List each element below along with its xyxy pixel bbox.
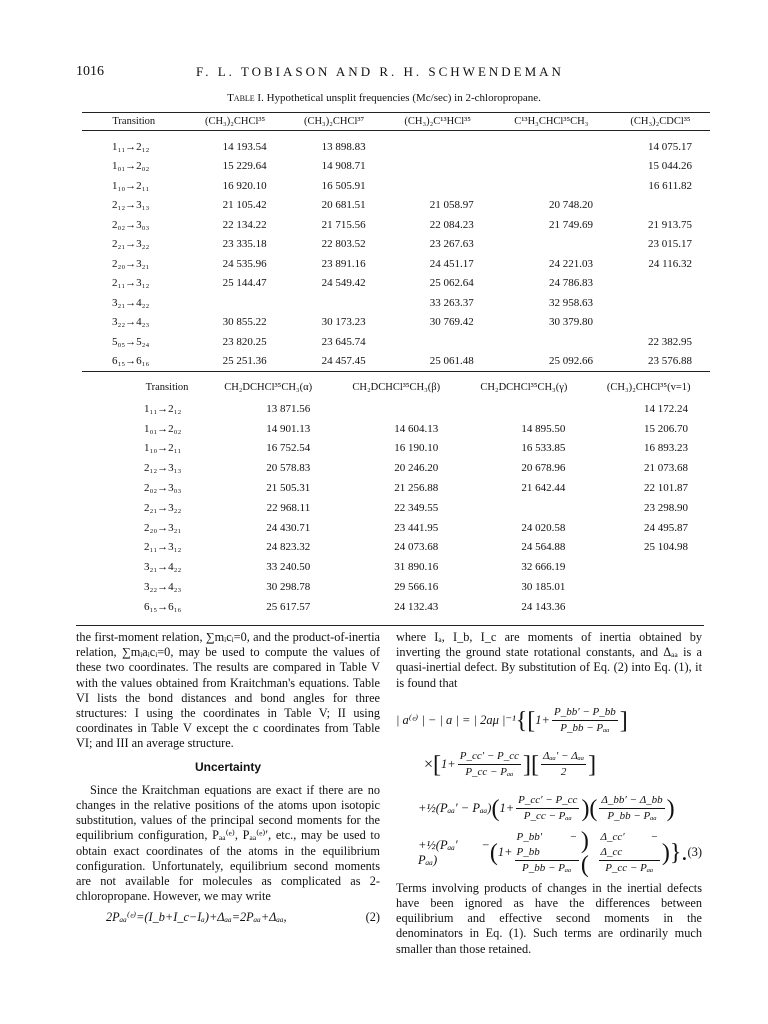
table2-transition-cell: 1₀₁→2₀₂ xyxy=(144,422,182,435)
eq3-half-1: +½(Pₐₐ′ − Pₐₐ) xyxy=(418,801,492,816)
table1 xyxy=(82,112,710,372)
section-heading-uncertainty: Uncertainty xyxy=(194,759,262,774)
table2-frequency-cell xyxy=(587,597,710,617)
table1-row xyxy=(82,235,710,255)
table1-transition-cell: 1₁₀→2₁₁ xyxy=(112,179,150,192)
table1-frequency-cell: 14 908.71 xyxy=(321,160,366,173)
table2-transition-cell: 3₂₁→4₂₂ xyxy=(144,561,182,574)
equation-2-number: (2) xyxy=(365,910,380,925)
table1-frequency-cell xyxy=(611,274,710,294)
table1-body xyxy=(82,131,710,372)
table2-row xyxy=(130,557,710,577)
table2-frequency-cell: 22 349.55 xyxy=(394,501,439,514)
equation-3-line-3: +½(Pₐₐ′ − Pₐₐ) ( 1+ $\frac{P\_cc' - P\_cc}{\text{P\_cc − Pₐₐ}}$ )( $\frac{\Delta\_bb' - \Delta\_bb}{\text{P\_bb − Pₐₐ}}$ ) xyxy=(396,787,702,831)
table1-frequency-cell: 23 015.17 xyxy=(648,238,692,251)
table1-frequency-cell: 23 267.63 xyxy=(429,238,474,251)
table1-continued xyxy=(130,380,710,617)
table1-frequency-cell: 30 855.22 xyxy=(222,316,267,329)
table1-row xyxy=(82,196,710,216)
table2-transition-cell: 2₂₀→3₂₁ xyxy=(144,521,182,534)
table1-transition-cell: 1₀₁→2₀₂ xyxy=(112,160,150,173)
table1-frequency-cell: 24 221.03 xyxy=(548,257,593,270)
table2-transition-cell: 1₁₀→2₁₁ xyxy=(144,442,182,455)
table1-transition-cell: 3₂₂→4₂₃ xyxy=(112,316,150,329)
table1-frequency-cell: 20 681.51 xyxy=(321,199,366,212)
table1-frequency-cell: 25 062.64 xyxy=(429,277,474,290)
paragraph-first-moment: the first-moment relation, ∑mᵢcᵢ=0, and the product-of-inertia relation, ∑mᵢaᵢcᵢ=0, may be used to compute the values of these two coordinates. The results are compared in Table V with the values obtained from Kraitchman's equations. Table VI lists the bond distances and bond angles for three structures: I using the coordinates in Table V; II using coordinates in Table V except the c coordinates from Table VI; and III an average structure. xyxy=(76,630,380,751)
table2-frequency-cell: 24 143.36 xyxy=(521,600,566,613)
table1-row xyxy=(82,293,710,313)
table1-row xyxy=(82,131,710,157)
eq3-half-2: +½(Pₐₐ′ − Pₐₐ) xyxy=(418,837,490,867)
table2-col-header: (CH₃)₂CHCl³⁵(v=1) xyxy=(606,382,691,393)
table2-frequency-cell: 25 104.98 xyxy=(644,541,688,554)
table1-frequency-cell: 24 457.45 xyxy=(285,352,384,372)
table1-frequency-cell: 21 913.75 xyxy=(648,218,692,231)
paragraph-terms: Terms involving products of changes in the inertial defects have been ignored as have the differences between equilibrium and effective second moments in the denominators in Eq. (1). Such terms are ordinarily much smaller than those retained. xyxy=(396,880,702,956)
table2-frequency-cell: 24 495.87 xyxy=(644,521,688,534)
table1-transition-cell: 6₁₅→6₁₆ xyxy=(82,352,186,372)
table2-col-header: CH₂DCHCl³⁵CH₃(α) xyxy=(224,382,313,393)
table2-frequency-cell: 14 901.13 xyxy=(266,422,311,435)
table2-frequency-cell: 14 172.24 xyxy=(644,402,688,415)
table1-col-header: (CH₃)₂CHCl³⁷ xyxy=(285,113,384,131)
table2-frequency-cell: 23 298.90 xyxy=(644,501,688,514)
table2-frequency-cell: 16 893.23 xyxy=(644,442,688,455)
table2-frequency-cell: 21 073.68 xyxy=(644,462,688,475)
table1-label: Table I. xyxy=(227,92,264,104)
table1-transition-cell: 2₂₁→3₂₂ xyxy=(112,238,150,251)
table1-frequency-cell: 23 576.88 xyxy=(611,352,710,372)
table2-row xyxy=(130,538,710,558)
table2-frequency-cell xyxy=(460,399,587,419)
eq3-one: 1+ xyxy=(535,713,550,728)
table1-frequency-cell xyxy=(384,131,492,157)
table2-frequency-cell: 30 185.01 xyxy=(521,581,566,594)
table2-transition-cell: 6₁₅→6₁₆ xyxy=(144,600,182,613)
table1-frequency-cell: 21 105.42 xyxy=(222,199,267,212)
table1-row xyxy=(82,274,710,294)
table2-frequency-cell: 16 533.85 xyxy=(521,442,566,455)
table2-frequency-cell xyxy=(460,498,587,518)
table1-frequency-cell: 30 769.42 xyxy=(429,316,474,329)
table2-header-row xyxy=(130,380,710,399)
table2-row xyxy=(130,419,710,439)
table1-frequency-cell: 21 715.56 xyxy=(321,218,366,231)
table2-frequency-cell: 24 430.71 xyxy=(266,521,311,534)
equation-3-line-4: +½(Pₐₐ′ − Pₐₐ) ( 1+ $\frac{P\_bb' - P\_bb}{\text{P\_bb − Pₐₐ}}$ )( $\frac{\Delta\_cc' - \Delta\_cc}{\text{P\_cc − Pₐₐ}}$ )}. (3) xyxy=(418,827,703,878)
table1-frequency-cell: 14 075.17 xyxy=(648,140,692,153)
table2-transition-cell: 2₀₂→3₀₃ xyxy=(144,482,182,495)
table2-transition-cell: 2₂₁→3₂₂ xyxy=(144,501,182,514)
table2-frequency-cell: 16 752.54 xyxy=(266,442,311,455)
table2-transition-cell: 2₁₂→3₁₃ xyxy=(144,462,182,475)
eq3-one-4: 1+ xyxy=(497,845,513,860)
table2-frequency-cell: 33 240.50 xyxy=(266,561,311,574)
page-header xyxy=(76,64,696,82)
table1-transition-cell: 2₂₀→3₂₁ xyxy=(112,257,150,270)
table1-frequency-cell: 23 891.16 xyxy=(321,257,366,270)
table2-frequency-cell: 14 895.50 xyxy=(521,422,566,435)
table2-col-header: CH₂DCHCl³⁵CH₃(β) xyxy=(352,382,441,393)
table1-frequency-cell xyxy=(384,176,492,196)
table1-frequency-cell xyxy=(492,131,611,157)
table1-frequency-cell xyxy=(384,157,492,177)
table1-frequency-cell: 24 451.17 xyxy=(429,257,474,270)
table2-body xyxy=(130,399,710,617)
table2-frequency-cell: 20 678.96 xyxy=(521,462,566,475)
table1-frequency-cell: 33 263.37 xyxy=(429,296,474,309)
left-column xyxy=(76,630,380,926)
eq3-frac-4: $\frac{P\_cc' - P\_cc}{\text{P\_cc − Pₐₐ}}$ xyxy=(518,794,578,823)
table2-frequency-cell: 24 823.32 xyxy=(266,541,311,554)
running-head-authors: F. L. TOBIASON AND R. H. SCHWENDEMAN xyxy=(196,64,564,79)
table2-row xyxy=(130,518,710,538)
table1-frequency-cell: 20 748.20 xyxy=(548,199,593,212)
table1-frequency-cell xyxy=(492,157,611,177)
table2-frequency-cell xyxy=(587,577,710,597)
table1-frequency-cell: 23 645.74 xyxy=(321,335,366,348)
table1-frequency-cell: 22 084.23 xyxy=(429,218,474,231)
table2-frequency-cell: 20 246.20 xyxy=(394,462,439,475)
right-column xyxy=(396,630,702,957)
table2-frequency-cell: 23 441.95 xyxy=(394,521,439,534)
table1-frequency-cell: 24 549.42 xyxy=(321,277,366,290)
table1-frequency-cell: 23 820.25 xyxy=(222,335,267,348)
table1-row xyxy=(82,215,710,235)
table1-caption-text: Hypothetical unsplit frequencies (Mc/sec) in 2-chloropropane. xyxy=(266,92,541,104)
table1-transition-cell: 2₁₂→3₁₃ xyxy=(112,199,150,212)
table1-frequency-cell: 22 803.52 xyxy=(321,238,366,251)
table2-frequency-cell: 24 020.58 xyxy=(521,521,566,534)
paragraph-uncertainty: Since the Kraitchman equations are exact if there are no changes in the relative positions of the atoms upon isotopic substitution, values of the principal second moments for the equilibrium configuration, Pₐₐ⁽ᵉ⁾, Pₐₐ⁽ᵉ⁾′, etc., may be used to obtain exact coordinates of the atoms in the equilibrium configuration. Unfortunately, equilibrium second moments are not available for molecules as complicated as 2-chloropropane. However, we may write xyxy=(76,782,380,904)
table1-col-header: (CH₃)₂CDCl³⁵ xyxy=(611,113,710,131)
table1-frequency-cell: 14 193.54 xyxy=(222,140,267,153)
table1-transition-cell: 2₀₂→3₀₃ xyxy=(112,218,150,231)
page-number: 1016 xyxy=(76,64,104,79)
table2-row xyxy=(130,458,710,478)
table2-frequency-cell: 21 505.31 xyxy=(266,482,311,495)
table1-row xyxy=(82,352,710,372)
table1-frequency-cell: 24 535.96 xyxy=(222,257,267,270)
table1-frequency-cell xyxy=(611,196,710,216)
equation-2-body: 2Pₐₐ⁽ᵉ⁾=(I_b+I_c−Iₐ)+Δₐₐ=2Pₐₐ+Δₐₐ, xyxy=(106,910,287,925)
table-bottom-rule xyxy=(76,625,704,626)
table1-col-header: Transition xyxy=(82,113,186,131)
table2-row xyxy=(130,498,710,518)
table1-col-header: (CH₃)₂CHCl³⁵ xyxy=(186,113,285,131)
table2-transition-cell: 1₁₁→2₁₂ xyxy=(144,402,182,415)
table1-frequency-cell xyxy=(384,332,492,352)
table1-row xyxy=(82,332,710,352)
table1-row xyxy=(82,313,710,333)
table2-frequency-cell: 31 890.16 xyxy=(394,561,439,574)
table2-transition-cell: 2₁₁→3₁₂ xyxy=(144,541,182,554)
table1-col-header: (CH₃)₂C¹³HCl³⁵ xyxy=(384,113,492,131)
table2-col-header: CH₂DCHCl³⁵CH₃(γ) xyxy=(480,382,568,393)
table1-frequency-cell xyxy=(611,293,710,313)
table1-frequency-cell: 30 173.23 xyxy=(321,316,366,329)
table2-row xyxy=(130,439,710,459)
eq3-frac-6: $\frac{P\_bb' - P\_bb}{\text{P\_bb − Pₐₐ}}$ xyxy=(516,830,577,874)
table1-frequency-cell: 22 382.95 xyxy=(648,335,692,348)
table2-frequency-cell: 24 132.43 xyxy=(394,600,439,613)
eq3-frac-7: $\frac{\Delta\_cc' - \Delta\_cc}{\text{P\_cc − Pₐₐ}}$ xyxy=(600,830,658,874)
table1-header-row xyxy=(82,113,710,131)
table1-transition-cell: 5₀₅→5₂₄ xyxy=(112,335,150,348)
table1-frequency-cell: 16 611.82 xyxy=(648,179,692,192)
table1-frequency-cell: 16 505.91 xyxy=(321,179,366,192)
eq3-frac-1: $\frac{P\_bb' - P\_bb}{\text{P\_bb − Pₐₐ}}$ xyxy=(553,706,616,735)
eq3-one-2: 1+ xyxy=(441,757,456,772)
table1-frequency-cell xyxy=(611,313,710,333)
table2-frequency-cell: 21 642.44 xyxy=(521,482,566,495)
table2-frequency-cell: 14 604.13 xyxy=(394,422,439,435)
table1-row xyxy=(82,157,710,177)
eq3-frac-5: $\frac{\Delta\_bb' - \Delta\_bb}{\text{P\_bb − Pₐₐ}}$ xyxy=(601,794,663,823)
table2-frequency-cell xyxy=(587,557,710,577)
table1-frequency-cell: 24 786.83 xyxy=(548,277,593,290)
table1-transition-cell: 3₂₁→4₂₂ xyxy=(112,296,150,309)
table2-transition-cell: 3₂₂→4₂₃ xyxy=(144,581,182,594)
table2-row xyxy=(130,597,710,617)
table2-frequency-cell: 16 190.10 xyxy=(394,442,439,455)
table1-frequency-cell: 25 251.36 xyxy=(186,352,285,372)
table1-frequency-cell: 16 920.10 xyxy=(222,179,267,192)
table2-row xyxy=(130,399,710,419)
table2-frequency-cell: 24 073.68 xyxy=(394,541,439,554)
table1-frequency-cell: 15 044.26 xyxy=(648,160,692,173)
table2-frequency-cell: 29 566.16 xyxy=(394,581,439,594)
table1-row xyxy=(82,176,710,196)
equation-3 xyxy=(396,699,703,878)
table2-frequency-cell: 24 564.88 xyxy=(521,541,566,554)
table1-caption xyxy=(0,92,768,104)
eq3-times: × xyxy=(424,756,434,774)
equation-2 xyxy=(76,910,380,925)
table1-transition-cell: 1₁₁→2₁₂ xyxy=(112,140,150,153)
table2-frequency-cell: 22 101.87 xyxy=(644,482,688,495)
table2-row xyxy=(130,577,710,597)
table1-transition-cell: 2₁₁→3₁₂ xyxy=(112,277,150,290)
table1-frequency-cell: 21 749.69 xyxy=(548,218,593,231)
equation-3-line-2: × [ 1+ $\frac{P\_cc' - P\_cc}{\text{P\_cc − Pₐₐ}}$ ][ $\frac{\text{Δₐₐ′ − Δₐₐ}}{2}$ ] xyxy=(396,743,702,787)
table1-frequency-cell: 23 335.18 xyxy=(222,238,267,251)
table2-frequency-cell: 22 968.11 xyxy=(266,501,311,514)
table2-row xyxy=(130,478,710,498)
table2-frequency-cell: 21 256.88 xyxy=(394,482,439,495)
table1-frequency-cell xyxy=(492,176,611,196)
table1-frequency-cell: 21 058.97 xyxy=(429,199,474,212)
table2-col-header: Transition xyxy=(145,382,189,393)
equation-3-line-1: | a⁽ᵉ⁾ | − | a | = | 2aμ |⁻¹ {[ 1+ $\frac{P\_bb' - P\_bb}{\text{P\_bb − Pₐₐ}}$ ] xyxy=(396,699,702,743)
table2-frequency-cell xyxy=(332,399,460,419)
table1-frequency-cell: 32 958.63 xyxy=(548,296,593,309)
equation-3-number: (3) xyxy=(687,845,703,860)
eq3-frac-2: $\frac{P\_cc' - P\_cc}{\text{P\_cc − Pₐₐ}}$ xyxy=(459,750,520,779)
eq3-one-3: 1+ xyxy=(499,801,515,816)
table1-frequency-cell: 30 379.80 xyxy=(548,316,593,329)
table1-row xyxy=(82,254,710,274)
table1-frequency-cell: 25 144.47 xyxy=(222,277,267,290)
table1-frequency-cell: 13 898.83 xyxy=(321,140,366,153)
table1-frequency-cell xyxy=(186,293,285,313)
table2-frequency-cell: 20 578.83 xyxy=(266,462,311,475)
paragraph-where: where Iₐ, I_b, I_c are moments of inertia obtained by inverting the ground state rotational constants, and Δₐₐ is a quasi-inertial defect. By substitution of Eq. (2) into Eq. (1), it is found that xyxy=(396,630,702,690)
table1-frequency-cell: 22 134.22 xyxy=(222,218,267,231)
table1-frequency-cell xyxy=(492,332,611,352)
eq3-lhs: | a⁽ᵉ⁾ | − | a | = | 2aμ |⁻¹ xyxy=(396,713,516,728)
table1-frequency-cell: 15 229.64 xyxy=(222,160,267,173)
table2-frequency-cell: 25 617.57 xyxy=(266,600,311,613)
table2-frequency-cell: 30 298.78 xyxy=(266,581,311,594)
table1-frequency-cell: 24 116.32 xyxy=(648,257,692,270)
table2-frequency-cell: 32 666.19 xyxy=(521,561,566,574)
table2-frequency-cell: 13 871.56 xyxy=(266,402,311,415)
table1-frequency-cell xyxy=(285,293,384,313)
table1-frequency-cell: 25 061.48 xyxy=(384,352,492,372)
table2-frequency-cell: 15 206.70 xyxy=(644,422,688,435)
table1-frequency-cell: 25 092.66 xyxy=(492,352,611,372)
table1-frequency-cell xyxy=(492,235,611,255)
table1-col-header: C¹³H₃CHCl³⁵CH₃ xyxy=(492,113,611,131)
eq3-frac-3: $\frac{\text{Δₐₐ′ − Δₐₐ}}{2}$ xyxy=(543,750,585,779)
